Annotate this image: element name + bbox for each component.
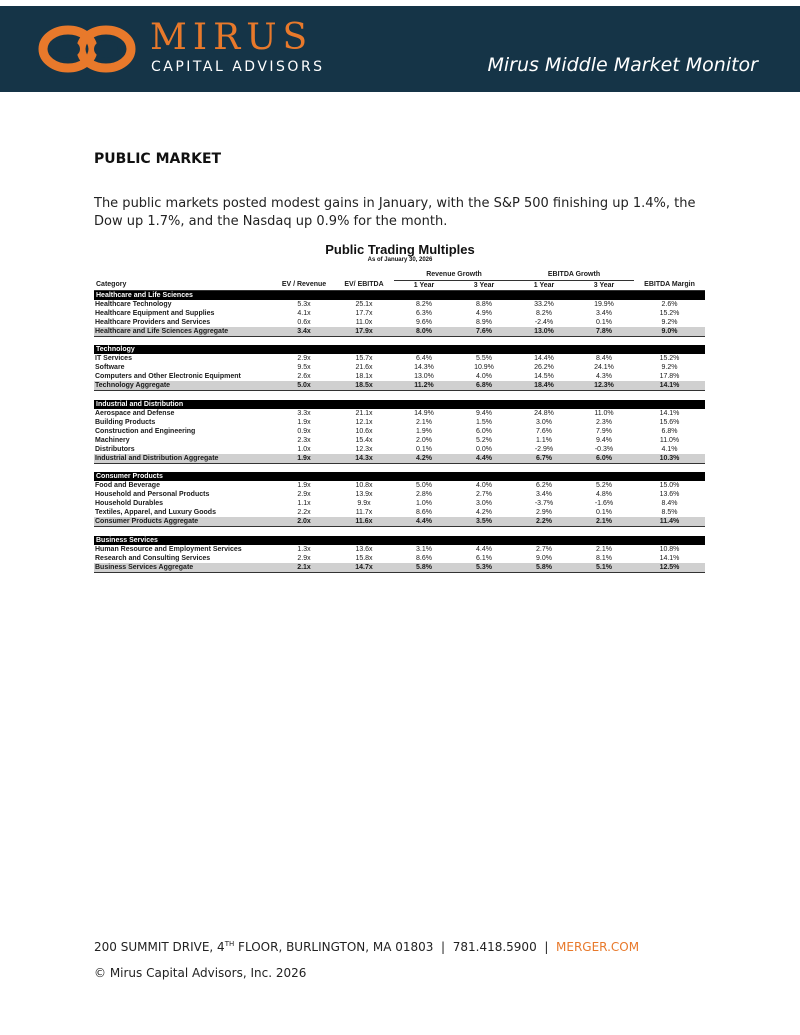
row-value: 8.6% bbox=[416, 509, 432, 516]
row-value: 6.3% bbox=[416, 309, 432, 317]
logo-name: MIRUS bbox=[150, 17, 314, 58]
row-value: 4.4% bbox=[476, 545, 492, 553]
row-value: 12.3% bbox=[574, 381, 634, 391]
row-value: 9.4% bbox=[596, 436, 612, 444]
row-category: Research and Consulting Services bbox=[95, 554, 211, 562]
row-value: 14.4% bbox=[534, 355, 554, 362]
row-category: Consumer Products Aggregate bbox=[94, 517, 274, 527]
row-category: Industrial and Distribution Aggregate bbox=[94, 454, 274, 464]
row-value: 12.3x bbox=[355, 445, 373, 453]
row-value: 9.0% bbox=[634, 327, 705, 337]
publication-title: Mirus Middle Market Monitor bbox=[487, 54, 758, 76]
aggregate-row bbox=[94, 563, 705, 573]
row-category: Healthcare and Life Sciences Aggregate bbox=[94, 327, 274, 337]
address-contact: FLOOR, BURLINGTON, MA 01803 | 781.418.5900 | bbox=[234, 940, 557, 954]
row-value: 24.8% bbox=[534, 409, 554, 417]
aggregate-row bbox=[94, 381, 705, 391]
row-value: 2.8% bbox=[416, 491, 432, 498]
row-category: Textiles, Apparel, and Luxury Goods bbox=[95, 509, 216, 516]
row-value: 2.3x bbox=[297, 436, 311, 444]
table-row bbox=[94, 481, 705, 490]
row-value: 4.4% bbox=[454, 454, 514, 464]
row-value: 15.6% bbox=[659, 418, 680, 426]
row-value: 9.2% bbox=[661, 318, 678, 326]
row-value: 8.4% bbox=[661, 500, 678, 507]
row-value: 21.6x bbox=[355, 364, 373, 371]
row-category: Machinery bbox=[95, 436, 130, 444]
row-category: Business Services Aggregate bbox=[94, 563, 274, 573]
row-value: 10.8x bbox=[355, 482, 373, 489]
row-value: 5.0% bbox=[416, 482, 432, 489]
row-value: 5.0x bbox=[274, 381, 334, 391]
row-category: Household and Personal Products bbox=[95, 491, 210, 498]
row-value: 6.0% bbox=[476, 427, 492, 435]
row-value: 4.8% bbox=[596, 491, 612, 498]
row-value: 6.2% bbox=[536, 482, 552, 489]
row-category: Aerospace and Defense bbox=[95, 409, 175, 417]
sector-name: Business Services bbox=[94, 536, 705, 545]
row-value: 9.9x bbox=[357, 500, 371, 507]
footer-address bbox=[94, 940, 639, 954]
row-value: 21.1x bbox=[355, 409, 373, 417]
row-value: 15.4x bbox=[355, 436, 373, 444]
row-value: 3.4% bbox=[596, 309, 612, 317]
row-value: 6.7% bbox=[514, 454, 574, 464]
row-category: Household Durables bbox=[95, 500, 164, 507]
row-value: 12.1x bbox=[355, 418, 373, 426]
row-category: Technology Aggregate bbox=[94, 381, 274, 391]
row-value: 10.6x bbox=[355, 427, 373, 435]
row-value: 8.2% bbox=[536, 309, 552, 317]
row-category: Healthcare Technology bbox=[95, 300, 172, 308]
aggregate-row bbox=[94, 454, 705, 464]
row-value: 13.6% bbox=[659, 491, 680, 498]
row-value: 5.2% bbox=[596, 482, 612, 489]
row-value: 4.0% bbox=[476, 482, 492, 489]
row-value: 8.6% bbox=[416, 554, 432, 562]
section-title: PUBLIC MARKET bbox=[94, 151, 222, 167]
row-value: 2.6x bbox=[297, 373, 311, 380]
row-value: 13.0% bbox=[514, 327, 574, 337]
spacer-row bbox=[94, 391, 705, 400]
row-value: 2.9x bbox=[297, 355, 311, 362]
row-category: Food and Beverage bbox=[95, 482, 160, 489]
row-value: 3.1% bbox=[416, 545, 432, 553]
row-value: 13.9x bbox=[355, 491, 373, 498]
row-value: 2.9x bbox=[297, 554, 311, 562]
row-category: IT Services bbox=[95, 355, 132, 362]
row-value: 18.1x bbox=[355, 373, 373, 380]
row-value: -2.9% bbox=[534, 445, 554, 453]
sector-name: Industrial and Distribution bbox=[94, 400, 705, 409]
row-value: 4.9% bbox=[476, 309, 492, 317]
row-value: 2.0x bbox=[274, 517, 334, 527]
address-line: 200 SUMMIT DRIVE, 4 bbox=[94, 940, 225, 954]
row-value: 2.1x bbox=[274, 563, 334, 573]
mirus-logo-icon bbox=[38, 24, 138, 74]
column-header-row bbox=[94, 280, 705, 290]
spacer-cell bbox=[94, 527, 705, 536]
row-value: 4.0% bbox=[476, 373, 492, 380]
row-value: 0.1% bbox=[416, 445, 432, 453]
row-category: Distributors bbox=[95, 445, 135, 453]
row-value: 8.1% bbox=[596, 554, 612, 562]
table-row bbox=[94, 409, 705, 418]
sector-header-row bbox=[94, 345, 705, 354]
row-category: Healthcare Equipment and Supplies bbox=[95, 309, 215, 317]
row-value: 1.9x bbox=[274, 454, 334, 464]
spacer-row bbox=[94, 336, 705, 345]
row-value: 14.3% bbox=[414, 364, 434, 371]
table-row bbox=[94, 318, 705, 327]
row-value: 15.8x bbox=[355, 554, 373, 562]
row-value: 6.4% bbox=[416, 355, 432, 362]
row-value: 5.8% bbox=[514, 563, 574, 573]
table-row bbox=[94, 508, 705, 517]
row-value: 1.0% bbox=[416, 500, 432, 507]
row-value: 25.1x bbox=[355, 300, 373, 308]
row-value: 4.1% bbox=[661, 445, 678, 453]
row-value: 1.1% bbox=[536, 436, 552, 444]
row-category: Building Products bbox=[95, 418, 156, 426]
spacer-row bbox=[94, 463, 705, 472]
row-value: 0.6x bbox=[297, 318, 311, 326]
table-row bbox=[94, 309, 705, 318]
row-value: -0.3% bbox=[594, 445, 614, 453]
sector-name: Healthcare and Life Sciences bbox=[94, 290, 705, 300]
sector-name: Consumer Products bbox=[94, 472, 705, 481]
row-value: 2.1% bbox=[574, 517, 634, 527]
spacer-cell bbox=[94, 463, 705, 472]
row-value: 2.6% bbox=[661, 300, 678, 308]
row-value: 4.3% bbox=[596, 373, 612, 380]
row-value: 11.7x bbox=[355, 509, 373, 516]
page-header bbox=[0, 6, 800, 92]
table-row bbox=[94, 427, 705, 436]
row-value: 7.6% bbox=[454, 327, 514, 337]
row-value: 18.4% bbox=[514, 381, 574, 391]
row-value: 5.5% bbox=[476, 355, 492, 362]
row-category: Software bbox=[95, 364, 125, 371]
row-value: 6.8% bbox=[661, 427, 678, 435]
row-value: 19.9% bbox=[594, 300, 614, 308]
row-value: 17.8% bbox=[659, 373, 680, 380]
row-value: 11.4% bbox=[634, 517, 705, 527]
table-row bbox=[94, 372, 705, 381]
row-value: 2.9x bbox=[297, 491, 311, 498]
row-value: 33.2% bbox=[534, 300, 554, 308]
row-value: 2.3% bbox=[596, 418, 612, 426]
row-value: 9.2% bbox=[661, 364, 678, 371]
row-value: 9.0% bbox=[536, 554, 552, 562]
sector-header-row bbox=[94, 290, 705, 300]
row-value: 14.9% bbox=[414, 409, 434, 417]
table-row bbox=[94, 354, 705, 363]
row-value: 24.1% bbox=[594, 364, 614, 371]
row-value: 2.0% bbox=[416, 436, 432, 444]
row-value: 2.1% bbox=[416, 418, 432, 426]
row-category: Healthcare Providers and Services bbox=[95, 318, 211, 326]
website-link[interactable]: MERGER.COM bbox=[556, 940, 640, 954]
table-subtitle: As of January 30, 2026 bbox=[367, 257, 433, 263]
row-value: 5.2% bbox=[476, 436, 492, 444]
row-value: 3.4x bbox=[274, 327, 334, 337]
row-value: 15.2% bbox=[659, 355, 680, 362]
spacer-cell bbox=[94, 336, 705, 345]
row-value: 17.9x bbox=[334, 327, 394, 337]
table-row bbox=[94, 499, 705, 508]
row-value: 8.9% bbox=[476, 318, 492, 326]
row-value: 18.5x bbox=[334, 381, 394, 391]
table-row bbox=[94, 554, 705, 563]
row-value: 10.3% bbox=[634, 454, 705, 464]
row-value: 9.5x bbox=[297, 364, 311, 371]
row-value: 7.8% bbox=[574, 327, 634, 337]
row-value: -1.6% bbox=[594, 500, 614, 507]
col-revenue-3yr: 3 Year bbox=[454, 280, 514, 290]
sector-header-row bbox=[94, 472, 705, 481]
intro-paragraph: The public markets posted modest gains in January, with the S&P 500 finishing up 1.4%, the Dow up 1.7%, and the Nasdaq up 0.9% for the month. bbox=[94, 196, 696, 229]
row-value: 1.9x bbox=[297, 482, 311, 489]
col-ebitda-3yr: 3 Year bbox=[574, 280, 634, 290]
row-value: 0.1% bbox=[596, 509, 612, 516]
row-value: 6.0% bbox=[574, 454, 634, 464]
row-value: 11.0% bbox=[594, 409, 614, 417]
group-header-row bbox=[94, 270, 705, 280]
row-value: 2.2x bbox=[297, 509, 311, 516]
row-category: Human Resource and Employment Services bbox=[95, 545, 242, 553]
table-title: Public Trading Multiples bbox=[325, 242, 475, 257]
table-row bbox=[94, 300, 705, 309]
row-value: 5.8% bbox=[394, 563, 454, 573]
row-value: 14.1% bbox=[634, 381, 705, 391]
row-value: 15.2% bbox=[659, 309, 680, 317]
aggregate-row bbox=[94, 327, 705, 337]
row-value: 3.5% bbox=[454, 517, 514, 527]
row-value: 5.3% bbox=[454, 563, 514, 573]
row-value: 1.5% bbox=[476, 418, 492, 426]
row-value: 5.1% bbox=[574, 563, 634, 573]
row-value: 1.0x bbox=[297, 445, 311, 453]
row-value: 8.2% bbox=[416, 300, 432, 308]
col-ebitda-margin: EBITDA Margin bbox=[634, 280, 705, 290]
row-value: 11.0x bbox=[355, 318, 373, 326]
row-value: 10.8% bbox=[659, 545, 680, 553]
row-value: 9.6% bbox=[416, 318, 432, 326]
row-value: -3.7% bbox=[534, 500, 554, 507]
row-value: 2.7% bbox=[476, 491, 492, 498]
row-value: 13.6x bbox=[355, 545, 373, 553]
row-value: 3.0% bbox=[536, 418, 552, 426]
footer-copyright: © Mirus Capital Advisors, Inc. 2026 bbox=[94, 966, 307, 980]
col-category: Category bbox=[94, 280, 274, 290]
revenue-growth-header: Revenue Growth bbox=[394, 270, 514, 280]
col-revenue-1yr: 1 Year bbox=[394, 280, 454, 290]
row-value: 11.0% bbox=[659, 436, 680, 444]
spacer-cell bbox=[94, 391, 705, 400]
spacer-row bbox=[94, 527, 705, 536]
row-value: 2.7% bbox=[536, 545, 552, 553]
table-row bbox=[94, 436, 705, 445]
row-value: 14.5% bbox=[534, 373, 554, 380]
row-value: 17.7x bbox=[355, 309, 373, 317]
row-value: 26.2% bbox=[534, 364, 554, 371]
row-value: 9.4% bbox=[476, 409, 492, 417]
row-value: 5.3x bbox=[297, 300, 311, 308]
row-value: 3.3x bbox=[297, 409, 311, 417]
row-value: 1.1x bbox=[297, 500, 311, 507]
row-value: 2.2% bbox=[514, 517, 574, 527]
row-category: Computers and Other Electronic Equipment bbox=[95, 373, 241, 380]
row-value: -2.4% bbox=[534, 318, 554, 326]
table-row bbox=[94, 545, 705, 554]
col-ev-ebitda: EV/ EBITDA bbox=[334, 280, 394, 290]
row-value: 2.1% bbox=[596, 545, 612, 553]
row-value: 6.8% bbox=[454, 381, 514, 391]
col-ebitda-1yr: 1 Year bbox=[514, 280, 574, 290]
row-value: 14.7x bbox=[334, 563, 394, 573]
row-value: 8.8% bbox=[476, 300, 492, 308]
table-body bbox=[94, 270, 705, 572]
logo-subtitle: CAPITAL ADVISORS bbox=[151, 59, 325, 75]
row-value: 11.2% bbox=[394, 381, 454, 391]
row-value: 1.9% bbox=[416, 427, 432, 435]
row-value: 4.2% bbox=[394, 454, 454, 464]
row-value: 8.4% bbox=[596, 355, 612, 362]
row-value: 6.1% bbox=[476, 554, 492, 562]
row-value: 0.0% bbox=[476, 445, 492, 453]
ebitda-growth-header: EBITDA Growth bbox=[514, 270, 634, 280]
row-value: 14.1% bbox=[659, 554, 680, 562]
address-superscript: TH bbox=[224, 940, 235, 948]
row-category: Construction and Engineering bbox=[95, 427, 196, 435]
row-value: 4.2% bbox=[476, 509, 492, 516]
row-value: 4.1x bbox=[297, 309, 311, 317]
sector-header-row bbox=[94, 400, 705, 409]
row-value: 13.0% bbox=[414, 373, 434, 380]
table-row bbox=[94, 445, 705, 454]
row-value: 1.9x bbox=[297, 418, 311, 426]
row-value: 11.6x bbox=[334, 517, 394, 527]
aggregate-row bbox=[94, 517, 705, 527]
row-value: 3.4% bbox=[536, 491, 552, 498]
row-value: 2.9% bbox=[536, 509, 552, 516]
row-value: 0.1% bbox=[596, 318, 612, 326]
row-value: 8.0% bbox=[394, 327, 454, 337]
public-trading-multiples-table bbox=[94, 270, 705, 573]
table-row bbox=[94, 490, 705, 499]
row-value: 15.7x bbox=[355, 355, 373, 362]
row-value: 3.0% bbox=[476, 500, 492, 507]
sector-header-row bbox=[94, 536, 705, 545]
table-row bbox=[94, 418, 705, 427]
row-value: 8.5% bbox=[661, 509, 678, 516]
row-value: 4.4% bbox=[394, 517, 454, 527]
row-value: 0.9x bbox=[297, 427, 311, 435]
row-value: 14.3x bbox=[334, 454, 394, 464]
table-row bbox=[94, 363, 705, 372]
row-value: 1.3x bbox=[297, 545, 311, 553]
col-ev-revenue: EV / Revenue bbox=[274, 280, 334, 290]
row-value: 15.0% bbox=[659, 482, 680, 489]
row-value: 12.5% bbox=[634, 563, 705, 573]
sector-name: Technology bbox=[94, 345, 705, 354]
row-value: 7.6% bbox=[536, 427, 552, 435]
row-value: 10.9% bbox=[474, 364, 494, 371]
row-value: 14.1% bbox=[659, 409, 680, 417]
row-value: 7.9% bbox=[596, 427, 612, 435]
